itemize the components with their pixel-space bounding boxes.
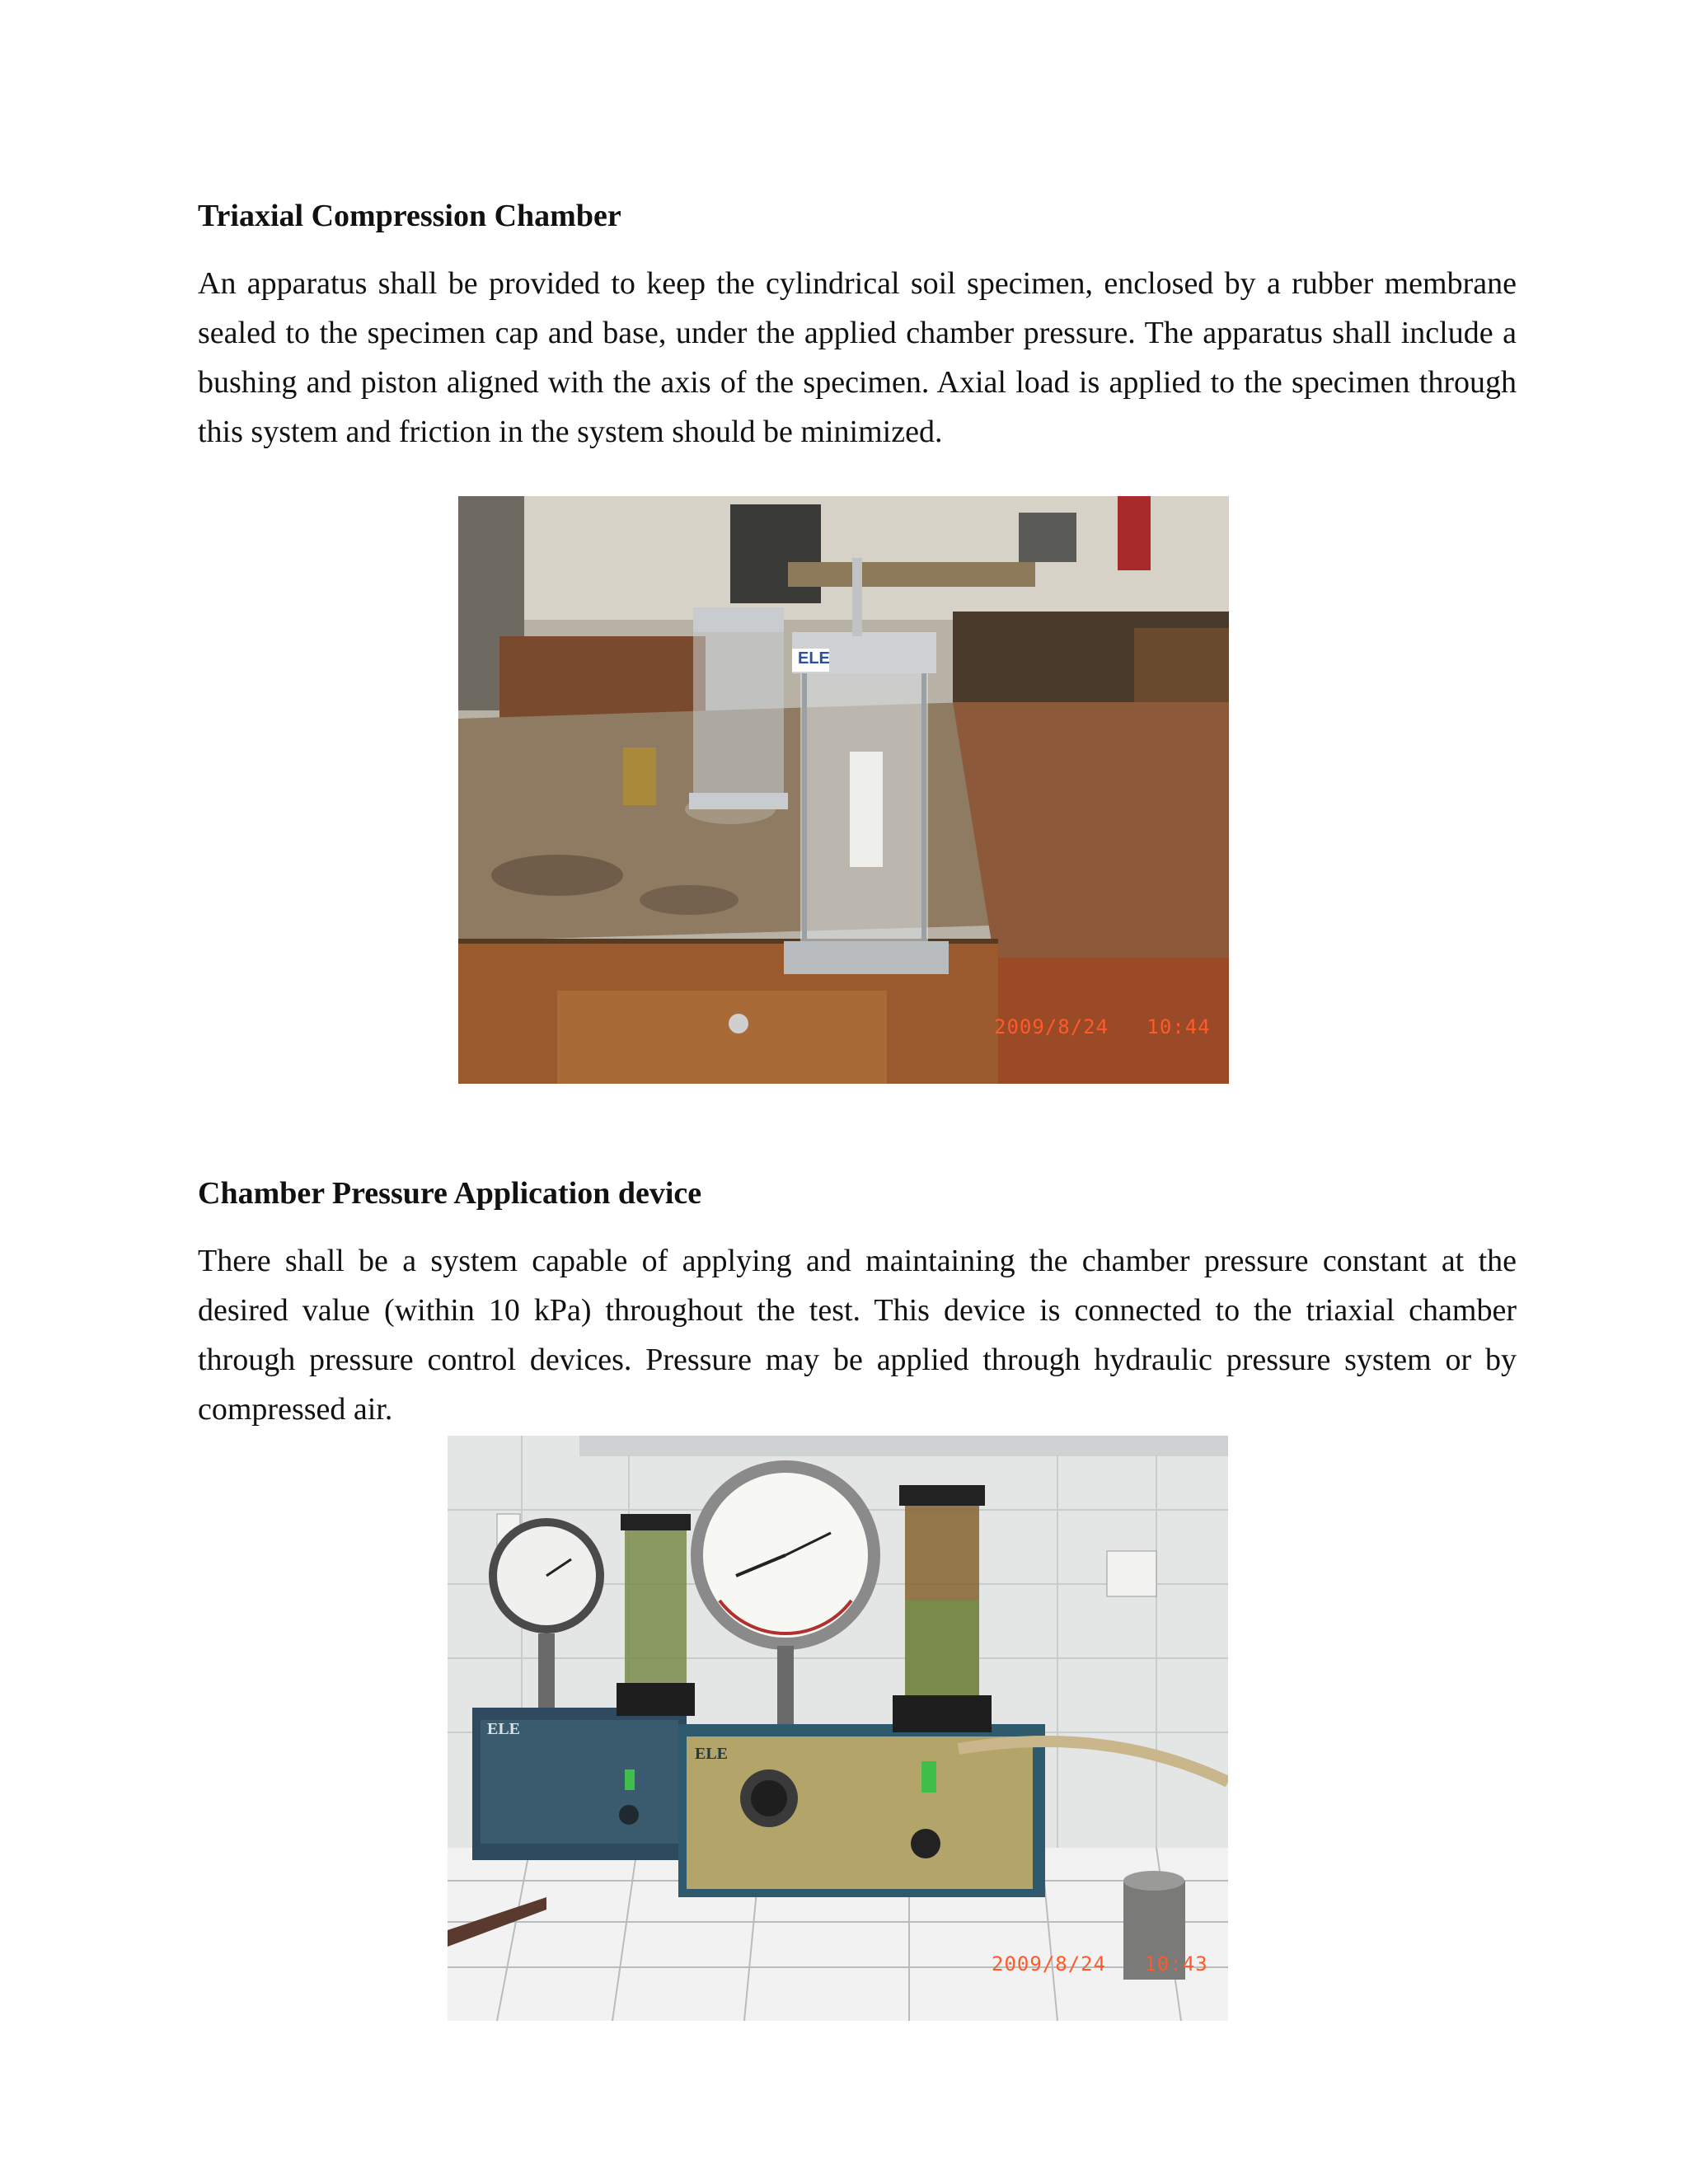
- paragraph-chamber-pressure-device: There shall be a system capable of applying and maintaining the chamber pressure constant at the desired value (within 10 kPa) throughout the test. This device is connected to the triaxial chamber through pressure control devices. Pressure may be applied through hydraulic pressure system or by compressed air.: [198, 1244, 1517, 1427]
- section-heading-triaxial-chamber: Triaxial Compression Chamber: [198, 199, 621, 233]
- photo-timestamp: 2009/8/24 10:44: [994, 1015, 1211, 1038]
- paragraph-triaxial-chamber: An apparatus shall be provided to keep the cylindrical soil specimen, enclosed by a rubber membrane sealed to the specimen cap and base, under the applied chamber pressure. The apparatus shall include a bushing and piston aligned with the axis of the specimen. Axial load is applied to the specimen through this system and friction in the system should be minimized.: [198, 266, 1517, 449]
- section-heading-chamber-pressure-device: Chamber Pressure Application device: [198, 1176, 702, 1211]
- photo-timestamp: 2009/8/24 10:43: [992, 1952, 1208, 1975]
- photo-right-unit-label: ELE: [695, 1745, 729, 1763]
- photo-left-unit-label: ELE: [487, 1720, 521, 1738]
- photo-triaxial-chamber: [458, 496, 1229, 1084]
- photo-brand-label: ELE: [798, 649, 830, 668]
- photo-pressure-device: [448, 1436, 1228, 2021]
